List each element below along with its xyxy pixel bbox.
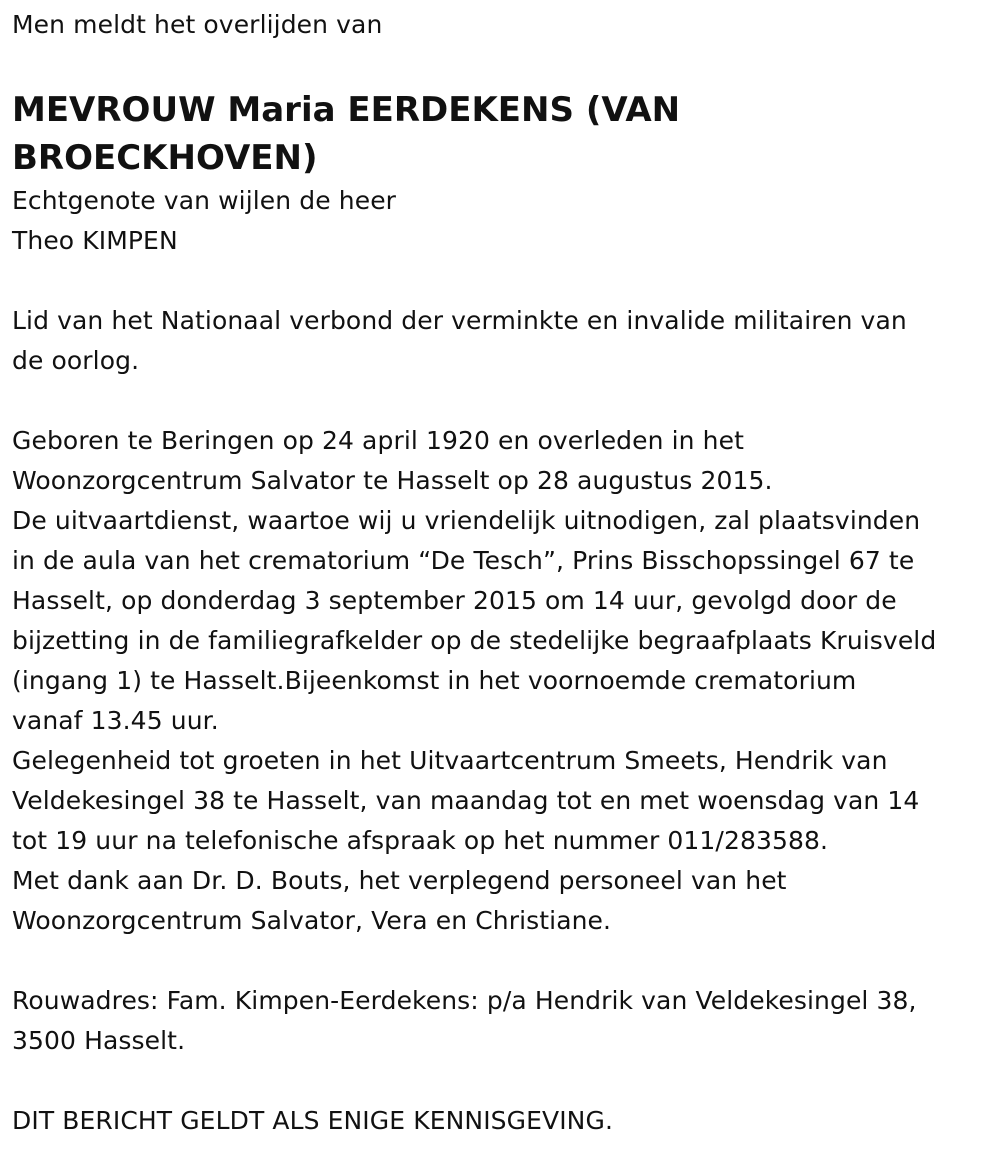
body-line: Geboren te Beringen op 24 april 1920 en overleden in het xyxy=(12,426,744,455)
closing-text: DIT BERICHT GELDT ALS ENIGE KENNISGEVING. xyxy=(12,1106,613,1135)
body-line: Veldekesingel 38 te Hasselt, van maandag tot en met woensdag van 14 xyxy=(12,786,920,815)
closing-statement xyxy=(12,1101,613,1141)
body-line: tot 19 uur na telefonische afspraak op het nummer 011/283588. xyxy=(12,826,829,855)
deceased-name-line-1: MEVROUW Maria EERDEKENS (VAN xyxy=(12,90,681,130)
membership-info xyxy=(12,301,907,381)
body-line: Woonzorgcentrum Salvator, Vera en Christiane. xyxy=(12,906,612,935)
membership-line-2: de oorlog. xyxy=(12,346,140,375)
body-line: Gelegenheid tot groeten in het Uitvaartcentrum Smeets, Hendrik van xyxy=(12,746,888,775)
deceased-name-line-2: BROECKHOVEN) xyxy=(12,138,318,178)
deceased-name xyxy=(12,86,680,182)
body-line: in de aula van het crematorium “De Tesch”, Prins Bisschopssingel 67 te xyxy=(12,546,915,575)
membership-line-1: Lid van het Nationaal verbond der verminkte en invalide militairen van xyxy=(12,306,907,335)
body-line: vanaf 13.45 uur. xyxy=(12,706,219,735)
body-line: De uitvaartdienst, waartoe wij u vriendelijk uitnodigen, zal plaatsvinden xyxy=(12,506,921,535)
spouse-info xyxy=(12,181,396,261)
spouse-line-2: Theo KIMPEN xyxy=(12,226,178,255)
body-line: (ingang 1) te Hasselt.Bijeenkomst in het voornoemde crematorium xyxy=(12,666,857,695)
body-line: Hasselt, op donderdag 3 september 2015 om 14 uur, gevolgd door de xyxy=(12,586,897,615)
mourning-address xyxy=(12,981,917,1061)
notice-body xyxy=(12,421,936,941)
address-line-2: 3500 Hasselt. xyxy=(12,1026,186,1055)
body-line: bijzetting in de familiegrafkelder op de stedelijke begraafplaats Kruisveld xyxy=(12,626,937,655)
intro-text: Men meldt het overlijden van xyxy=(12,10,383,39)
body-line: Met dank aan Dr. D. Bouts, het verplegend personeel van het xyxy=(12,866,787,895)
address-line-1: Rouwadres: Fam. Kimpen-Eerdekens: p/a Hendrik van Veldekesingel 38, xyxy=(12,986,917,1015)
body-line: Woonzorgcentrum Salvator te Hasselt op 28 augustus 2015. xyxy=(12,466,773,495)
spouse-line-1: Echtgenote van wijlen de heer xyxy=(12,186,397,215)
